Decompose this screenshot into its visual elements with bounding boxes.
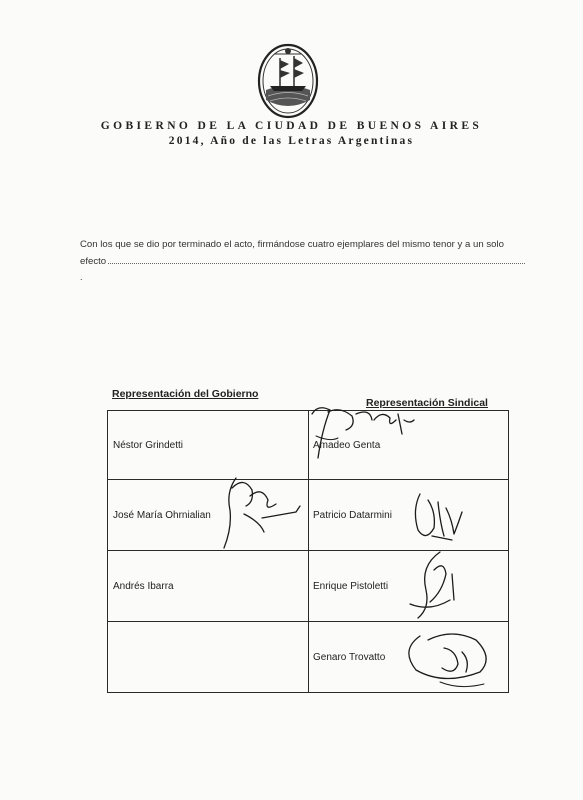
government-signatory-cell: Néstor Grindetti <box>108 411 309 480</box>
stray-mark: . <box>80 272 83 282</box>
government-section-heading: Representación del Gobierno <box>112 388 259 400</box>
closing-line-1: Con los que se dio por terminado el acto, firmándose cuatro ejemplares del mismo tenor y a un solo <box>80 239 504 250</box>
signatures-table <box>107 410 509 693</box>
table-row <box>108 411 509 480</box>
government-signatory-cell: José María Ohrnialian <box>108 480 309 551</box>
government-signatory-cell: Andrés Ibarra <box>108 551 309 622</box>
table-row <box>108 622 509 693</box>
union-signatory-cell: Genaro Trovatto <box>309 622 509 693</box>
union-signatory-cell: Amadeo Genta <box>309 411 509 480</box>
city-seal-icon <box>256 42 320 120</box>
closing-paragraph <box>80 236 525 270</box>
closing-line-2-text: efecto <box>80 256 107 267</box>
document-header-year-motto: 2014, Año de las Letras Argentinas <box>168 135 415 147</box>
table-row <box>108 480 509 551</box>
table-row <box>108 551 509 622</box>
union-signatory-cell: Enrique Pistoletti <box>309 551 509 622</box>
government-signatory-cell <box>108 622 309 693</box>
dotted-fill-line <box>108 255 525 264</box>
closing-line-2 <box>80 253 525 270</box>
union-signatory-cell: Patricio Datarmini <box>309 480 509 551</box>
union-section-heading: Representación Sindical <box>366 397 488 409</box>
document-header-title: GOBIERNO DE LA CIUDAD DE BUENOS AIRES <box>100 120 483 132</box>
